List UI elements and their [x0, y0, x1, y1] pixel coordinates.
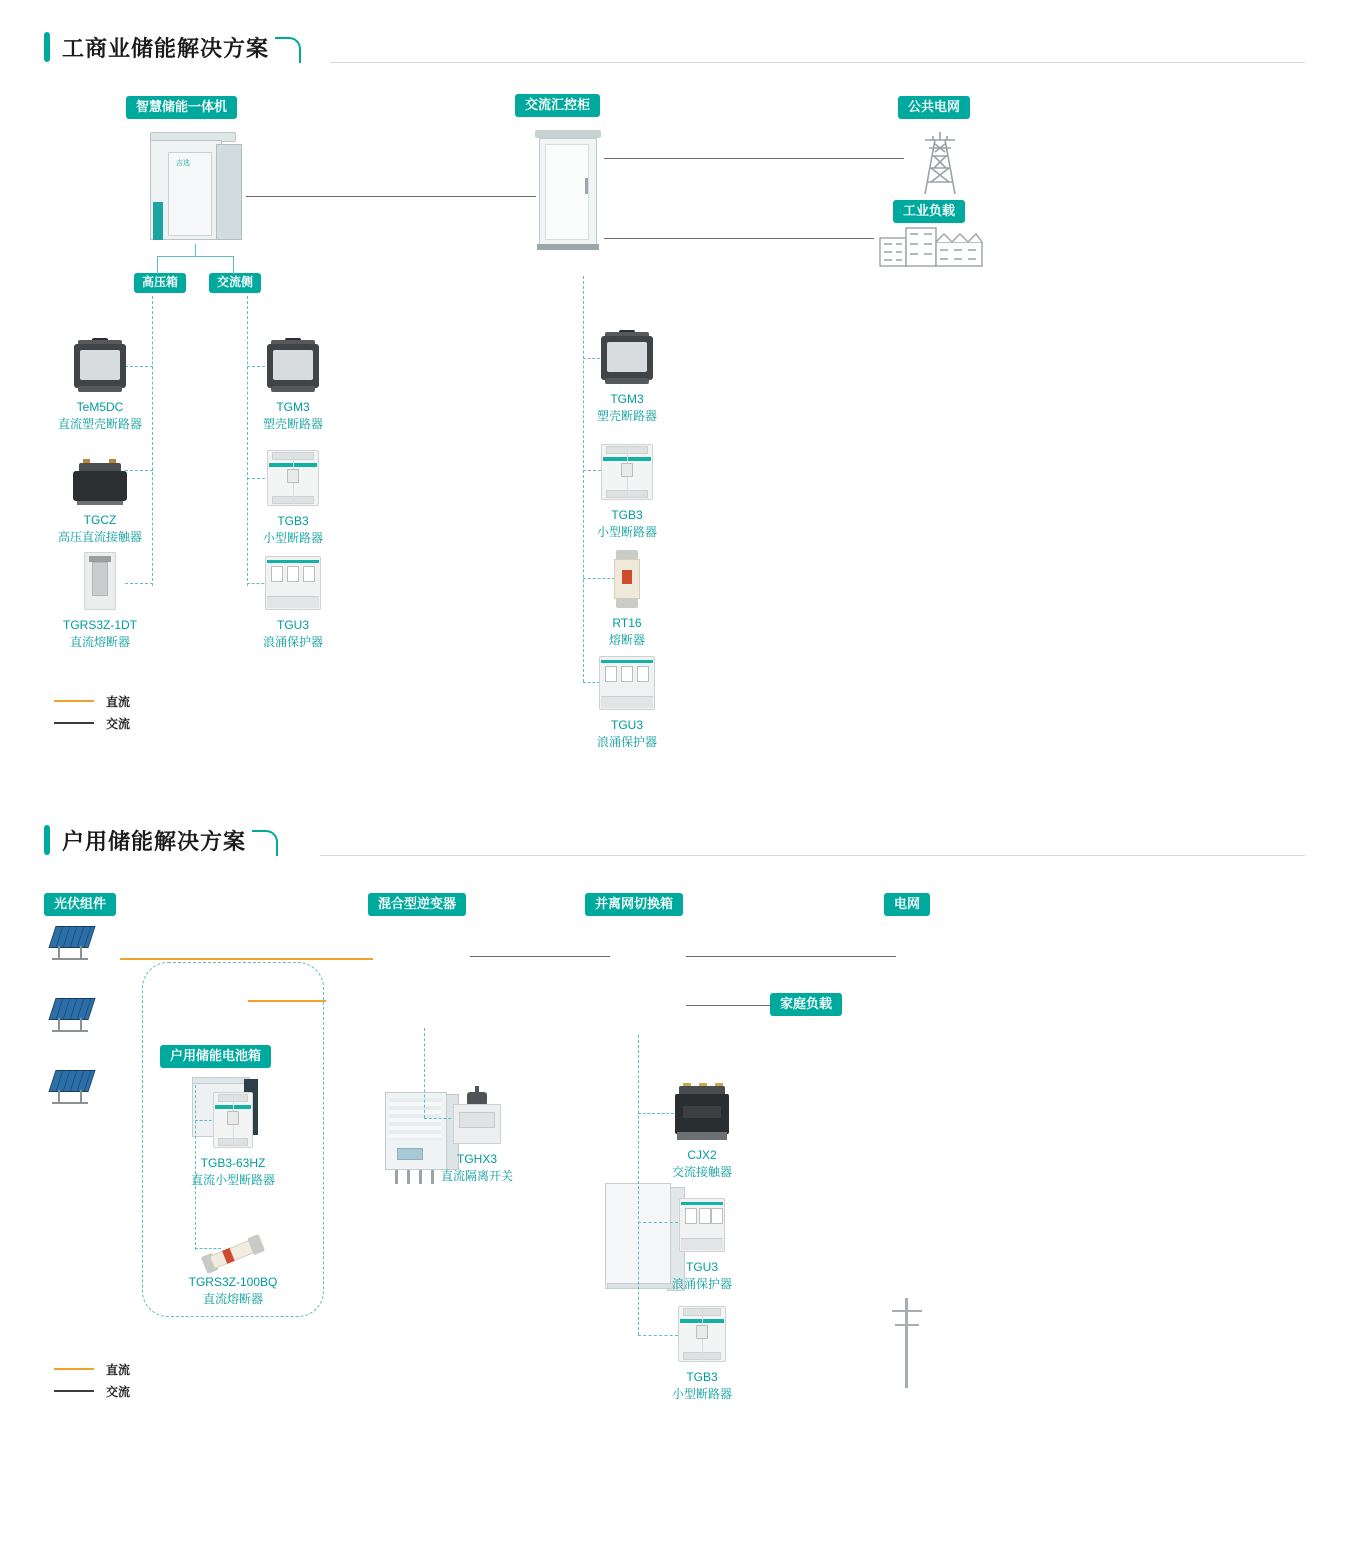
legend-label-dc: 直流: [106, 694, 131, 709]
line-pv-to-inverter-dc: [120, 958, 373, 960]
utility-pole-icon: [890, 1298, 924, 1388]
pv-panel-icon: [48, 926, 94, 960]
product-code: TGRS3Z-100BQ: [188, 1275, 278, 1289]
product-item: [168, 1086, 298, 1190]
mcb-icon: [228, 444, 358, 506]
product-desc: 直流熔断器: [202, 1292, 263, 1307]
mccb-icon: [228, 330, 358, 392]
header-tail-decoration: [275, 37, 301, 63]
section-title: 工商业储能解决方案: [62, 35, 270, 61]
legend-residential: [54, 1358, 130, 1402]
ac-contactor-icon: [637, 1078, 767, 1140]
product-item: [637, 1078, 767, 1182]
product-code: TGU3: [276, 618, 309, 632]
product-desc: 交流接触器: [671, 1165, 732, 1180]
product-desc: 小型断路器: [671, 1387, 732, 1402]
line-cabinet-to-load: [604, 238, 874, 239]
section-header-commercial: [44, 30, 301, 64]
legend-swatch-dc: [54, 1368, 94, 1370]
product-desc: 直流隔离开关: [440, 1169, 513, 1184]
product-code: RT16: [612, 616, 642, 630]
legend-label-ac: 交流: [106, 716, 131, 731]
product-desc: 塑壳断路器: [262, 417, 323, 432]
product-item: [35, 548, 165, 652]
product-desc: 浪涌保护器: [596, 735, 657, 750]
product-item: [562, 546, 692, 650]
power-pylon-icon: [905, 128, 975, 198]
product-item: [228, 330, 358, 434]
line-ess-to-cabinet: [246, 196, 536, 197]
node-label-transfer-box: 并离网切换箱: [585, 893, 683, 916]
product-desc: 浪涌保护器: [671, 1277, 732, 1292]
legend-label-ac: 交流: [106, 1384, 131, 1399]
legend-commercial: [54, 690, 130, 734]
pv-panel-icon: [48, 1070, 94, 1104]
legend-swatch-dc: [54, 700, 94, 702]
product-code: CJX2: [687, 1148, 717, 1162]
product-code: TGCZ: [83, 513, 117, 527]
accent-bar: [44, 825, 50, 855]
node-label-hybrid-inverter: 混合型逆变器: [368, 893, 466, 916]
product-code: TGB3: [277, 514, 309, 528]
product-code: TGM3: [276, 400, 310, 414]
node-label-pv: 光伏组件: [44, 893, 116, 916]
ac-control-cabinet-illustration: [535, 130, 601, 248]
node-label-ac-side: 交流侧: [209, 273, 261, 293]
node-label-home-load: 家庭负载: [770, 993, 842, 1016]
product-desc: 直流熔断器: [69, 635, 130, 650]
legend-label-dc: 直流: [106, 1362, 131, 1377]
node-label-ac-cabinet: 交流汇控柜: [515, 94, 600, 117]
legend-swatch-ac: [54, 722, 94, 724]
section-title: 户用储能解决方案: [62, 828, 247, 854]
dc-contactor-icon: [35, 443, 165, 505]
spd-icon: [228, 548, 358, 610]
product-item: [35, 330, 165, 434]
product-code: TGB3-63HZ: [200, 1156, 266, 1170]
stem-ac-side: [233, 256, 234, 274]
accent-bar: [44, 32, 50, 62]
product-code: TGHX3: [456, 1152, 497, 1166]
legend-row-ac: [54, 712, 130, 734]
product-item: [637, 1300, 767, 1404]
legend-row-dc: [54, 1358, 130, 1380]
product-code: TGB3: [611, 508, 643, 522]
spd-icon: [562, 648, 692, 710]
isolator-icon: [412, 1082, 542, 1144]
product-code: TeM5DC: [76, 400, 124, 414]
line-inverter-to-transfer: [470, 956, 610, 957]
product-item: [228, 444, 358, 548]
line-cabinet-to-grid: [604, 158, 904, 159]
stem-hv-box: [157, 256, 158, 274]
node-label-hv-box: 高压箱: [134, 273, 186, 293]
product-code: TGRS3Z-1DT: [62, 618, 137, 632]
product-code: TGU3: [685, 1260, 718, 1274]
legend-swatch-ac: [54, 1390, 94, 1392]
product-code: TGM3: [610, 392, 644, 406]
line-transfer-to-home-load: [686, 1005, 772, 1006]
product-item: [168, 1205, 298, 1309]
product-desc: 浪涌保护器: [262, 635, 323, 650]
mcb-icon: [168, 1086, 298, 1148]
pv-panel-icon: [48, 998, 94, 1032]
node-label-ess: 智慧储能一体机: [126, 96, 237, 119]
fuse-icon: [562, 546, 692, 608]
product-item: [562, 438, 692, 542]
product-desc: 熔断器: [608, 633, 645, 648]
mccb-icon: [562, 322, 692, 384]
header-tail-decoration: [252, 830, 278, 856]
product-desc: 塑壳断路器: [596, 409, 657, 424]
product-item: [562, 322, 692, 426]
node-label-battery-box: 户用储能电池箱: [160, 1045, 271, 1068]
product-desc: 高压直流接触器: [57, 530, 142, 545]
node-label-grid: 公共电网: [898, 96, 970, 119]
industrial-load-icon: [878, 222, 984, 268]
product-item: [228, 548, 358, 652]
dc-fuse-holder-icon: [35, 548, 165, 610]
product-desc: 小型断路器: [262, 531, 323, 546]
spd-icon: [637, 1190, 767, 1252]
product-code: TGU3: [610, 718, 643, 732]
legend-row-dc: [54, 690, 130, 712]
cylindrical-fuse-icon: [168, 1205, 298, 1267]
product-item: [35, 443, 165, 547]
stem-from-ess: [195, 244, 196, 257]
mcb-icon: [637, 1300, 767, 1362]
node-label-grid: 电网: [884, 893, 930, 916]
mcb-icon: [562, 438, 692, 500]
header-divider: [330, 62, 1305, 63]
mccb-icon: [35, 330, 165, 392]
product-desc: 小型断路器: [596, 525, 657, 540]
node-label-industrial-load: 工业负载: [893, 200, 965, 223]
line-transfer-to-grid: [686, 956, 896, 957]
legend-row-ac: [54, 1380, 130, 1402]
product-desc: 直流小型断路器: [190, 1173, 275, 1188]
product-item: [412, 1082, 542, 1186]
product-desc: 直流塑壳断路器: [57, 417, 142, 432]
ess-cabinet-illustration: 吉选: [150, 132, 242, 242]
section-header-residential: [44, 823, 278, 857]
product-code: TGB3: [686, 1370, 718, 1384]
product-item: [562, 648, 692, 752]
product-item: [637, 1190, 767, 1294]
header-divider: [320, 855, 1305, 856]
